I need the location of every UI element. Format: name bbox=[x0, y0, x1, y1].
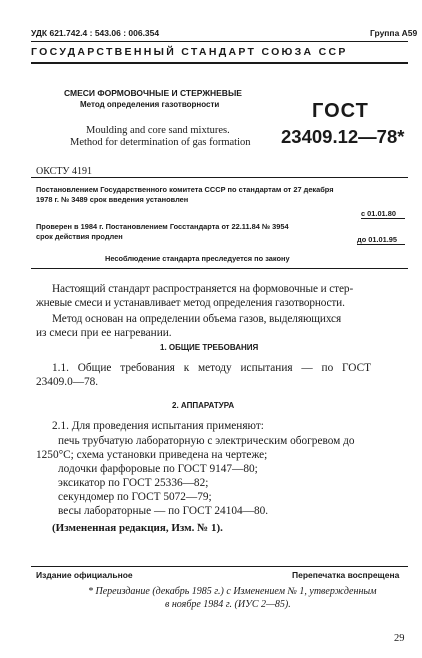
intro-line: Метод основан на определении объема газов, выделяющихся bbox=[52, 313, 342, 325]
gost-label: ГОСТ bbox=[312, 100, 369, 122]
footnote: в ноябре 1984 г. (ИУС 2—85). bbox=[165, 599, 291, 610]
intro-line: из смеси при ее нагревании. bbox=[36, 327, 172, 339]
reprint-prohibited-label: Перепечатка воспрещена bbox=[292, 570, 400, 580]
official-edition-label: Издание официальное bbox=[36, 570, 133, 580]
okstu-code: ОКСТУ 4191 bbox=[36, 166, 93, 177]
footnote: * Переиздание (декабрь 1985 г.) с Изменением № 1, утвержденным bbox=[88, 586, 377, 597]
section-1-paragraph: 1.1. Общие требования к методу испытания — по ГОСТ bbox=[52, 362, 372, 374]
title-divider bbox=[31, 177, 408, 178]
title-en: Moulding and core sand mixtures. bbox=[86, 125, 230, 136]
footer-divider bbox=[31, 566, 408, 567]
apparatus-line: 1250°С; схема установки приведена на чертеже; bbox=[36, 449, 268, 461]
intro-line: жневые смеси и устанавливает метод определения газотворности. bbox=[36, 297, 345, 309]
checked-line-1: Проверен в 1984 г. Постановлением Госстандарта от 22.11.84 № 3954 bbox=[36, 222, 289, 231]
standard-name: ГОСУДАРСТВЕННЫЙ СТАНДАРТ СОЮЗА ССР bbox=[31, 46, 348, 58]
resolution-line-2: 1978 г. № 3489 срок введения установлен bbox=[36, 195, 189, 204]
edition-note: (Измененная редакция, Изм. № 1). bbox=[52, 522, 223, 534]
page-number: 29 bbox=[394, 633, 405, 644]
header-rule-top bbox=[31, 41, 408, 42]
subtitle-en: Method for determination of gas formation bbox=[70, 137, 251, 148]
subtitle-ru: Метод определения газотворности bbox=[80, 100, 220, 109]
apparatus-line: 2.1. Для проведения испытания применяют: bbox=[52, 420, 264, 432]
extended-date-underline bbox=[357, 244, 405, 245]
gost-number: 23409.12—78* bbox=[281, 126, 405, 147]
meta-divider bbox=[31, 268, 408, 269]
effective-date: с 01.01.80 bbox=[361, 209, 396, 218]
law-note: Несоблюдение стандарта преследуется по закону bbox=[105, 254, 290, 263]
extended-date: до 01.01.95 bbox=[357, 235, 398, 244]
udk-code: УДК 621.742.4 : 543.06 : 006.354 bbox=[31, 28, 160, 38]
effective-date-underline bbox=[361, 218, 405, 219]
checked-line-2: срок действия продлен bbox=[36, 232, 123, 241]
group-code: Группа А59 bbox=[370, 28, 418, 38]
apparatus-line: эксикатор по ГОСТ 25336—82; bbox=[58, 477, 209, 489]
apparatus-line: печь трубчатую лабораторную с электрическим обогревом до bbox=[58, 435, 355, 447]
section-1-title: 1. ОБЩИЕ ТРЕБОВАНИЯ bbox=[160, 343, 259, 352]
apparatus-line: секундомер по ГОСТ 5072—79; bbox=[58, 491, 212, 503]
resolution-line-1: Постановлением Государственного комитета СССР по стандартам от 27 декабря bbox=[36, 185, 334, 194]
header-rule-bottom bbox=[31, 62, 408, 64]
apparatus-line: весы лабораторные — по ГОСТ 24104—80. bbox=[58, 505, 269, 517]
intro-line: Настоящий стандарт распространяется на формовочные и стер- bbox=[52, 283, 354, 295]
section-1-paragraph: 23409.0—78. bbox=[36, 376, 99, 388]
title-ru: СМЕСИ ФОРМОВОЧНЫЕ И СТЕРЖНЕВЫЕ bbox=[64, 88, 242, 98]
section-2-title: 2. АППАРАТУРА bbox=[172, 401, 235, 410]
apparatus-line: лодочки фарфоровые по ГОСТ 9147—80; bbox=[58, 463, 258, 475]
